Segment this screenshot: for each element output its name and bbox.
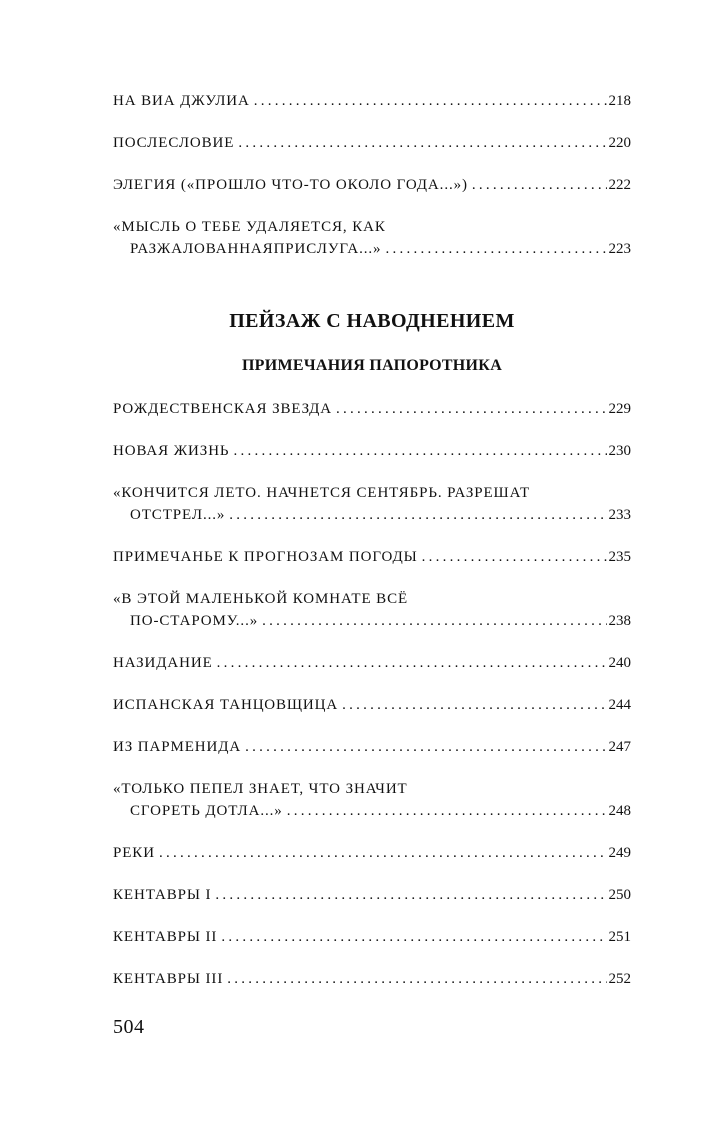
toc-entry-line: [113, 546, 631, 568]
dot-leader: [262, 610, 606, 632]
toc-entry-page-number: 218: [608, 93, 631, 109]
dot-leader: [238, 132, 606, 154]
toc-entry-page-number: 247: [608, 739, 631, 755]
toc-entry-line: [113, 926, 631, 948]
toc-entry-line: [113, 90, 631, 112]
toc-entry-page-number: 223: [608, 241, 631, 257]
toc-entry-page-number: 252: [608, 971, 631, 987]
toc-entry-line: [113, 174, 631, 196]
toc-entry-title: ПО-СТАРОМУ...»: [130, 613, 259, 629]
toc-entry-line: [113, 216, 631, 238]
toc-entry-title: СГОРЕТЬ ДОТЛА...»: [130, 803, 283, 819]
toc-entry-page-number: 229: [608, 401, 631, 417]
toc-entry-line: [113, 610, 631, 632]
toc-entry: [113, 736, 631, 758]
toc-entry-line: [113, 800, 631, 822]
toc-entry-page-number: 220: [608, 135, 631, 151]
toc-entry-line: [113, 694, 631, 716]
toc-entry: [113, 842, 631, 864]
dot-leader: [254, 90, 607, 112]
dot-leader: [245, 736, 606, 758]
toc-entry-page-number: 230: [608, 443, 631, 459]
dot-leader: [217, 652, 607, 674]
toc-entry-page-number: 235: [608, 549, 631, 565]
toc-entry-line: [113, 736, 631, 758]
dot-leader: [472, 174, 607, 196]
toc-entry-page-number: 249: [608, 845, 631, 861]
toc-page: [113, 0, 631, 1122]
toc-entry-line: [113, 778, 631, 800]
dot-leader: [229, 504, 606, 526]
toc-entry-title: ИСПАНСКАЯ ТАНЦОВЩИЦА: [113, 697, 339, 713]
dot-leader: [159, 842, 607, 864]
toc-entry-line: [113, 238, 631, 260]
toc-entry-title: НА ВИА ДЖУЛИА: [113, 93, 250, 109]
toc-entry: [113, 778, 631, 822]
toc-entry-title: ПРИМЕЧАНЬЕ К ПРОГНОЗАМ ПОГОДЫ: [113, 549, 418, 565]
toc-entry: [113, 90, 631, 112]
toc-entry-line: [113, 842, 631, 864]
dot-leader: [422, 546, 607, 568]
toc-entry: [113, 546, 631, 568]
toc-entry-title: РЕКИ: [113, 845, 155, 861]
section-title: ПЕЙЗАЖ С НАВОДНЕНИЕМ: [229, 310, 515, 332]
toc-entry-line: [113, 588, 631, 610]
toc-entry-page-number: 244: [608, 697, 631, 713]
toc-entry-line: [113, 398, 631, 420]
dot-leader: [287, 800, 607, 822]
dot-leader: [233, 440, 606, 462]
toc-entry: [113, 694, 631, 716]
toc-entry-line: [113, 652, 631, 674]
toc-entry-page-number: 222: [608, 177, 631, 193]
toc-entry-page-number: 240: [608, 655, 631, 671]
toc-entry-title: РАЗЖАЛОВАННАЯПРИСЛУГА...»: [130, 241, 382, 257]
toc-entry-line: [113, 482, 631, 504]
toc-entry: [113, 926, 631, 948]
dot-leader: [385, 238, 606, 260]
toc-entry: [113, 652, 631, 674]
toc-entry-page-number: 233: [608, 507, 631, 523]
toc-entry-title: «КОНЧИТСЯ ЛЕТО. НАЧНЕТСЯ СЕНТЯБРЬ. РАЗРЕШАТ: [113, 485, 531, 501]
toc-entry-title: КЕНТАВРЫ III: [113, 971, 224, 987]
toc-entry: [113, 440, 631, 462]
toc-entry: [113, 884, 631, 906]
section-subtitle: ПРИМЕЧАНИЯ ПАПОРОТНИКА: [241, 357, 503, 374]
toc-entry-page-number: 248: [608, 803, 631, 819]
toc-entry: [113, 482, 631, 526]
toc-entry: [113, 588, 631, 632]
toc-entry-title: КЕНТАВРЫ I: [113, 887, 212, 903]
toc-entry-line: [113, 968, 631, 990]
toc-entry-title: КЕНТАВРЫ II: [113, 929, 218, 945]
page-number: 504: [113, 1016, 145, 1038]
toc-entry-line: [113, 132, 631, 154]
dot-leader: [336, 398, 606, 420]
dot-leader: [221, 926, 606, 948]
toc-entry-title: РОЖДЕСТВЕНСКАЯ ЗВЕЗДА: [113, 401, 333, 417]
toc-entry: [113, 968, 631, 990]
toc-entry: [113, 174, 631, 196]
toc-entry-page-number: 250: [608, 887, 631, 903]
toc-entry-title: «В ЭТОЙ МАЛЕНЬКОЙ КОМНАТЕ ВСЁ: [113, 591, 409, 607]
toc-entry-line: [113, 440, 631, 462]
toc-entry-title: ОТСТРЕЛ...»: [130, 507, 226, 523]
toc-entry: [113, 398, 631, 420]
toc-entry-page-number: 251: [608, 929, 631, 945]
toc-entry: [113, 216, 631, 260]
toc-entry-title: «ТОЛЬКО ПЕПЕЛ ЗНАЕТ, ЧТО ЗНАЧИТ: [113, 781, 408, 797]
toc-entry-title: ПОСЛЕСЛОВИЕ: [113, 135, 235, 151]
dot-leader: [342, 694, 606, 716]
toc-entry-title: ЭЛЕГИЯ («ПРОШЛО ЧТО-ТО ОКОЛО ГОДА...»): [113, 177, 468, 193]
toc-entry-line: [113, 504, 631, 526]
toc-entry-title: НОВАЯ ЖИЗНЬ: [113, 443, 230, 459]
toc-entry: [113, 132, 631, 154]
dot-leader: [215, 884, 606, 906]
toc-entry-title: ИЗ ПАРМЕНИДА: [113, 739, 242, 755]
toc-entry-title: НАЗИДАНИЕ: [113, 655, 213, 671]
toc-entry-line: [113, 884, 631, 906]
toc-entry-title: «МЫСЛЬ О ТЕБЕ УДАЛЯЕТСЯ, КАК: [113, 219, 386, 235]
toc-entry-page-number: 238: [608, 613, 631, 629]
dot-leader: [227, 968, 606, 990]
